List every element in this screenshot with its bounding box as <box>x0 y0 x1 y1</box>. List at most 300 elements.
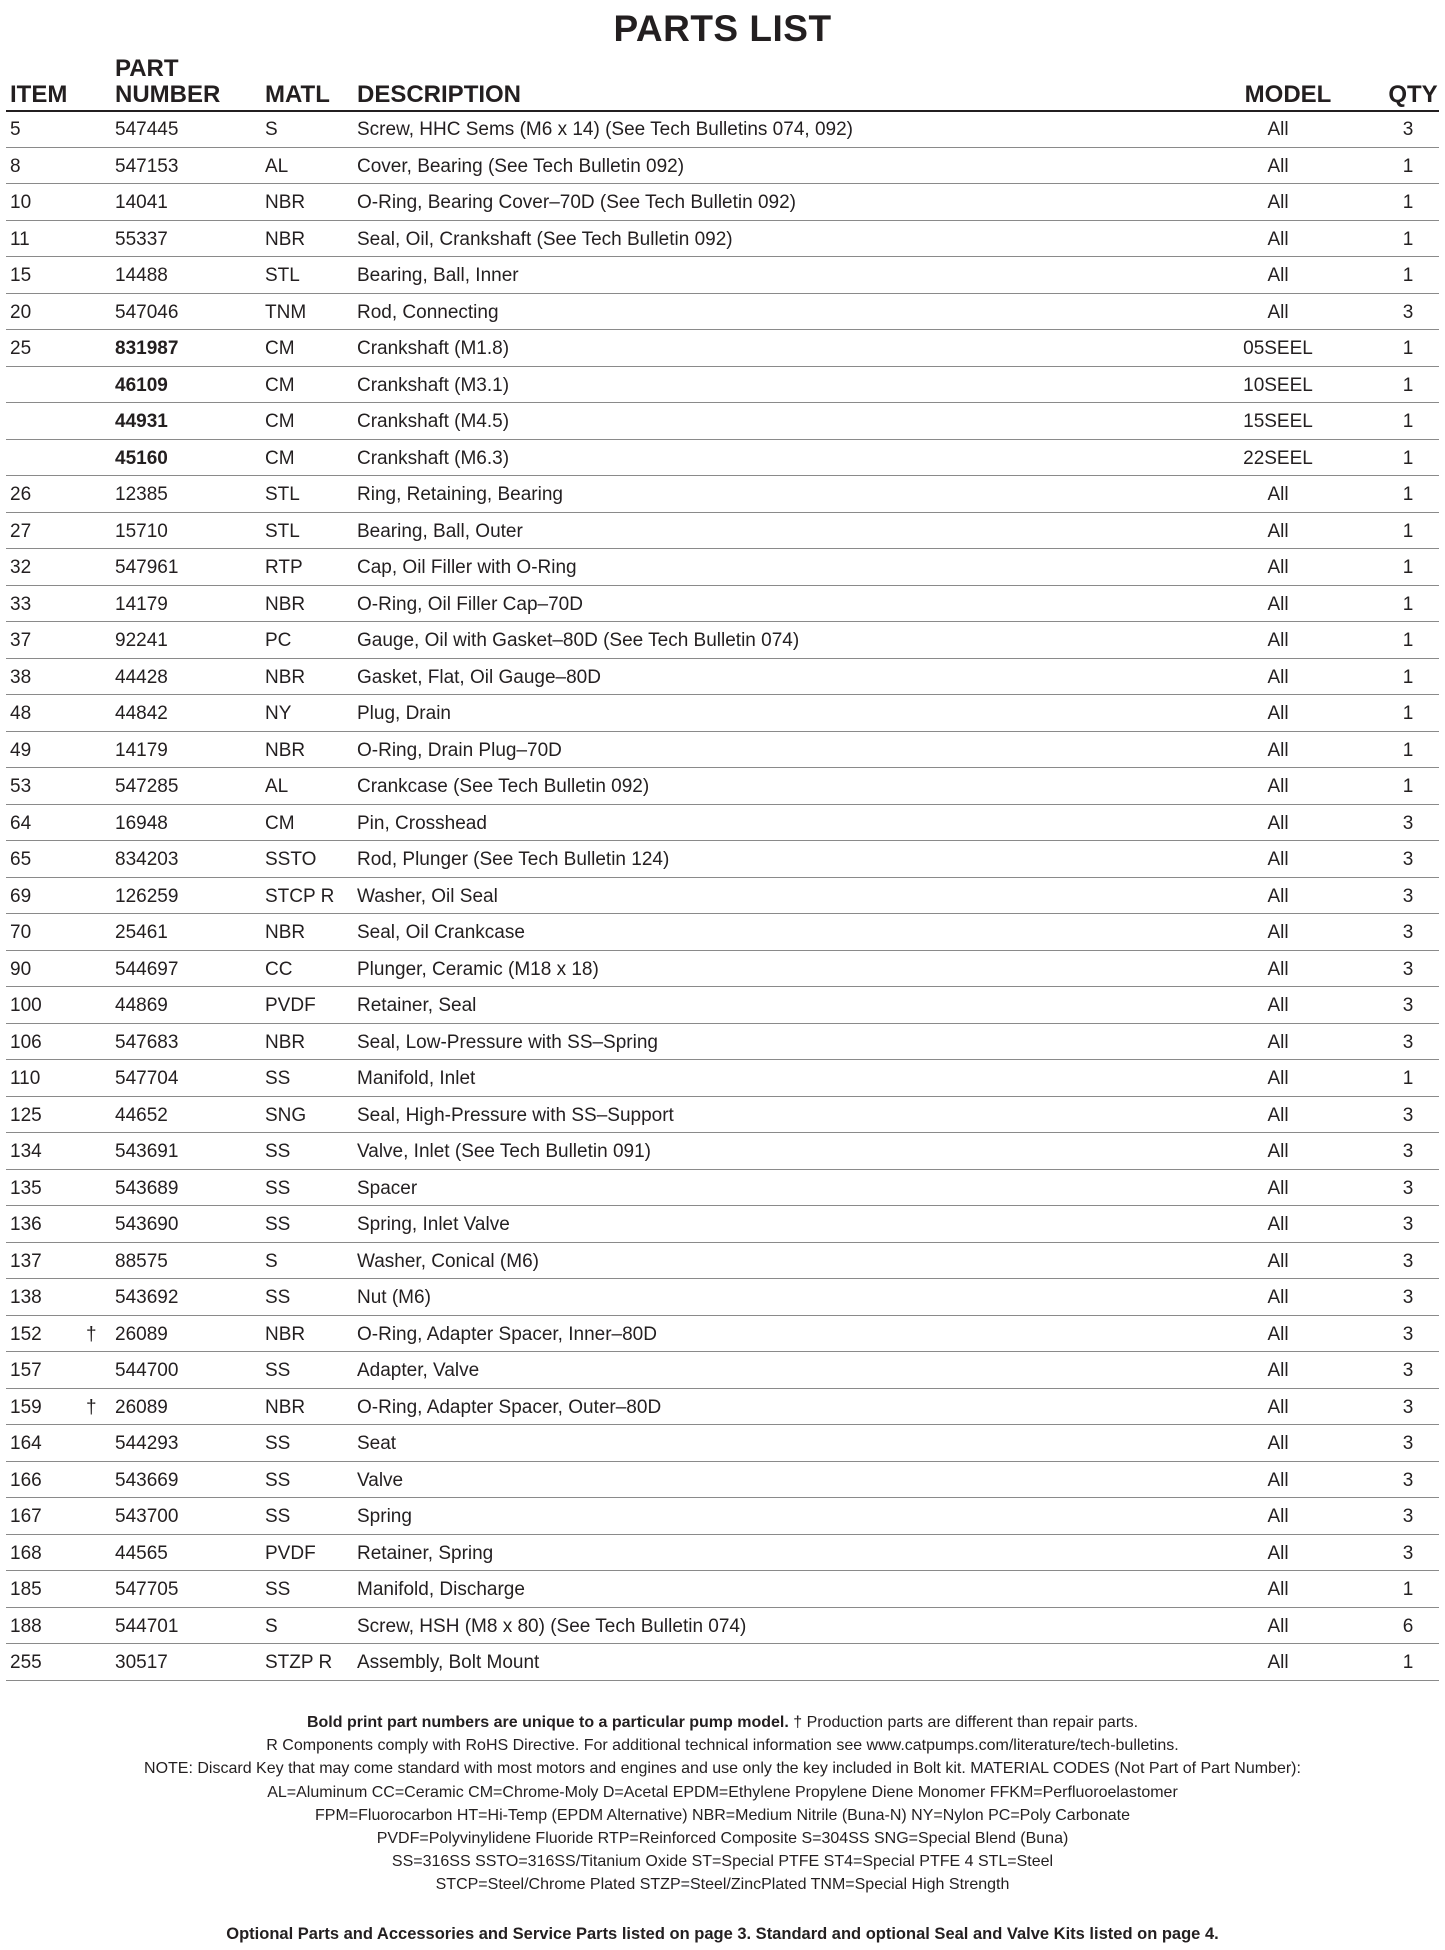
material-cell: NBR <box>265 228 306 250</box>
item-cell: 166 <box>10 1469 42 1491</box>
material-cell: S <box>265 119 278 140</box>
qty-cell: 1 <box>1402 411 1414 432</box>
table-row <box>6 294 1439 331</box>
part-number-cell: 88575 <box>115 1250 168 1272</box>
table-row <box>6 987 1439 1024</box>
material-cell: SS <box>265 1433 291 1454</box>
item-cell: 69 <box>10 885 32 907</box>
model-cell: All <box>1267 885 1289 907</box>
qty-cell: 3 <box>1402 885 1414 907</box>
part-number-cell: 92241 <box>115 630 168 651</box>
description-cell: Spring <box>357 1506 412 1527</box>
table-row <box>6 476 1439 513</box>
description-cell: O-Ring, Adapter Spacer, Inner–80D <box>357 1323 657 1345</box>
table-row <box>6 951 1439 988</box>
model-cell: All <box>1267 958 1289 980</box>
notes-line-8: STCP=Steel/Chrome Plated STZP=Steel/ZincPlated TNM=Special High Strength <box>435 1876 1010 1894</box>
notes-line-2: R Components comply with RoHS Directive. For additional technical information see www.catpumps.com/literature/tech-bulletins. <box>266 1737 1179 1755</box>
model-cell: 05SEEL <box>1243 338 1313 359</box>
model-cell: All <box>1267 1068 1289 1089</box>
material-cell: SS <box>265 1469 291 1491</box>
model-cell: All <box>1267 192 1289 213</box>
part-number-cell: 16948 <box>115 812 168 834</box>
part-number-cell: 543692 <box>115 1287 179 1308</box>
table-row <box>6 1206 1439 1243</box>
model-cell: 22SEEL <box>1243 447 1313 469</box>
part-number-cell: 46109 <box>115 374 168 396</box>
material-cell: NBR <box>265 593 306 615</box>
model-cell: All <box>1267 1433 1289 1454</box>
material-cell: PC <box>265 630 292 651</box>
table-row <box>6 148 1439 185</box>
model-cell: All <box>1267 1031 1289 1053</box>
table-row <box>6 330 1439 367</box>
part-number-cell: 834203 <box>115 849 179 870</box>
qty-cell: 1 <box>1402 1068 1414 1089</box>
material-cell: SS <box>265 1177 291 1199</box>
material-cell: S <box>265 1250 278 1272</box>
item-cell: 90 <box>10 958 32 980</box>
qty-cell: 1 <box>1402 520 1414 542</box>
item-cell: 20 <box>10 301 32 323</box>
material-cell: NBR <box>265 1031 306 1053</box>
model-cell: All <box>1267 1214 1289 1235</box>
model-cell: All <box>1267 1177 1289 1199</box>
model-cell: All <box>1267 1469 1289 1491</box>
model-cell: All <box>1267 630 1289 651</box>
table-row <box>6 768 1439 805</box>
material-cell: SS <box>265 1579 291 1600</box>
part-number-cell: 14041 <box>115 192 168 213</box>
qty-cell: 3 <box>1402 958 1414 980</box>
material-cell: NBR <box>265 922 306 943</box>
description-cell: Manifold, Inlet <box>357 1068 476 1089</box>
description-cell: Crankshaft (M1.8) <box>357 338 510 359</box>
qty-cell: 3 <box>1402 1104 1414 1126</box>
description-cell: Crankshaft (M3.1) <box>357 374 510 396</box>
table-row <box>6 1133 1439 1170</box>
description-cell: Manifold, Discharge <box>357 1579 525 1600</box>
material-cell: SS <box>265 1068 291 1089</box>
table-row <box>6 586 1439 623</box>
description-cell: Gasket, Flat, Oil Gauge–80D <box>357 666 601 688</box>
table-row <box>6 440 1439 477</box>
material-cell: SNG <box>265 1104 307 1126</box>
item-cell: 32 <box>10 557 32 578</box>
qty-cell: 3 <box>1402 1506 1414 1527</box>
part-number-cell: 44931 <box>115 411 168 432</box>
description-cell: Rod, Plunger (See Tech Bulletin 124) <box>357 849 670 870</box>
table-row <box>6 1352 1439 1389</box>
part-number-cell: 44652 <box>115 1104 168 1126</box>
description-cell: Screw, HHC Sems (M6 x 14) (See Tech Bulletins 074, 092) <box>357 119 853 140</box>
material-cell: CM <box>265 411 295 432</box>
description-cell: Seal, High-Pressure with SS–Support <box>357 1104 674 1126</box>
table-row <box>6 403 1439 440</box>
part-number-cell: 30517 <box>115 1652 168 1673</box>
item-cell: 164 <box>10 1433 42 1454</box>
material-cell: PVDF <box>265 1542 316 1564</box>
model-cell: All <box>1267 1579 1289 1600</box>
part-number-cell: 547153 <box>115 155 179 177</box>
model-cell: All <box>1267 703 1289 724</box>
material-cell: CM <box>265 338 295 359</box>
model-cell: All <box>1267 776 1289 797</box>
qty-cell: 1 <box>1402 484 1414 505</box>
part-number-cell: 25461 <box>115 922 168 943</box>
qty-cell: 3 <box>1402 1396 1414 1418</box>
model-cell: All <box>1267 1360 1289 1381</box>
material-cell: NBR <box>265 1396 306 1418</box>
material-cell: TNM <box>265 301 307 323</box>
model-cell: All <box>1267 301 1289 323</box>
model-cell: All <box>1267 593 1289 615</box>
material-cell: NBR <box>265 666 306 688</box>
material-cell: CM <box>265 447 295 469</box>
material-cell: S <box>265 1615 278 1637</box>
dagger-cell: † <box>86 1396 97 1418</box>
description-cell: Crankshaft (M6.3) <box>357 447 510 469</box>
description-cell: Bearing, Ball, Inner <box>357 265 519 286</box>
header-item: ITEM <box>10 81 68 108</box>
qty-cell: 3 <box>1402 849 1414 870</box>
model-cell: All <box>1267 1287 1289 1308</box>
model-cell: All <box>1267 228 1289 250</box>
qty-cell: 1 <box>1402 338 1414 359</box>
qty-cell: 1 <box>1402 1579 1414 1600</box>
description-cell: Plunger, Ceramic (M18 x 18) <box>357 958 599 980</box>
model-cell: All <box>1267 666 1289 688</box>
model-cell: All <box>1267 1615 1289 1637</box>
qty-cell: 1 <box>1402 739 1414 761</box>
qty-cell: 1 <box>1402 228 1414 250</box>
qty-cell: 1 <box>1402 447 1414 469</box>
qty-cell: 3 <box>1402 301 1414 323</box>
model-cell: All <box>1267 922 1289 943</box>
table-row <box>6 1316 1439 1353</box>
table-row <box>6 878 1439 915</box>
model-cell: All <box>1267 995 1289 1016</box>
material-cell: NBR <box>265 1323 306 1345</box>
item-cell: 8 <box>10 155 21 177</box>
header-part-line1: PART <box>115 55 179 82</box>
qty-cell: 1 <box>1402 593 1414 615</box>
part-number-cell: 543700 <box>115 1506 179 1527</box>
description-cell: Crankshaft (M4.5) <box>357 411 510 432</box>
part-number-cell: 831987 <box>115 338 179 359</box>
part-number-cell: 55337 <box>115 228 168 250</box>
material-cell: SS <box>265 1141 291 1162</box>
description-cell: Crankcase (See Tech Bulletin 092) <box>357 776 650 797</box>
model-cell: All <box>1267 484 1289 505</box>
part-number-cell: 547704 <box>115 1068 179 1089</box>
model-cell: All <box>1267 739 1289 761</box>
qty-cell: 1 <box>1402 1652 1414 1673</box>
model-cell: All <box>1267 1506 1289 1527</box>
item-cell: 5 <box>10 119 21 140</box>
item-cell: 49 <box>10 739 32 761</box>
qty-cell: 3 <box>1402 1214 1414 1235</box>
part-number-cell: 44428 <box>115 666 168 688</box>
material-cell: AL <box>265 776 289 797</box>
model-cell: All <box>1267 1250 1289 1272</box>
description-cell: O-Ring, Adapter Spacer, Outer–80D <box>357 1396 662 1418</box>
notes-line-1 <box>0 1711 1445 1734</box>
item-cell: 125 <box>10 1104 42 1126</box>
qty-cell: 1 <box>1402 666 1414 688</box>
model-cell: All <box>1267 1542 1289 1564</box>
table-row <box>6 659 1439 696</box>
material-cell: CC <box>265 958 293 980</box>
item-cell: 134 <box>10 1141 42 1162</box>
material-cell: CM <box>265 374 295 396</box>
material-cell: SS <box>265 1214 291 1235</box>
qty-cell: 3 <box>1402 812 1414 834</box>
table-row <box>6 1498 1439 1535</box>
material-cell: RTP <box>265 557 303 578</box>
material-cell: STCP R <box>265 885 335 907</box>
qty-cell: 1 <box>1402 630 1414 651</box>
part-number-cell: 547445 <box>115 119 179 140</box>
qty-cell: 1 <box>1402 776 1414 797</box>
item-cell: 11 <box>10 228 30 250</box>
part-number-cell: 14488 <box>115 265 168 286</box>
table-row <box>6 1060 1439 1097</box>
notes-line-4: AL=Aluminum CC=Ceramic CM=Chrome-Moly D=Acetal EPDM=Ethylene Propylene Diene Monomer FFKM=Perfluoroelastomer <box>267 1783 1178 1801</box>
item-cell: 100 <box>10 995 42 1016</box>
notes <box>0 1711 1445 1897</box>
item-cell: 157 <box>10 1360 42 1381</box>
description-cell: Spacer <box>357 1177 418 1199</box>
description-cell: Seal, Oil Crankcase <box>357 922 525 943</box>
item-cell: 152 <box>10 1323 42 1345</box>
material-cell: SS <box>265 1506 291 1527</box>
item-cell: 255 <box>10 1652 42 1673</box>
item-cell: 167 <box>10 1506 42 1527</box>
item-cell: 25 <box>10 338 32 359</box>
table-row <box>6 1243 1439 1280</box>
item-cell: 53 <box>10 776 32 797</box>
description-cell: Ring, Retaining, Bearing <box>357 484 563 505</box>
description-cell: Cover, Bearing (See Tech Bulletin 092) <box>357 155 685 177</box>
description-cell: Washer, Conical (M6) <box>357 1250 539 1272</box>
model-cell: 10SEEL <box>1243 374 1313 396</box>
qty-cell: 1 <box>1402 192 1414 213</box>
notes-line-7: SS=316SS SSTO=316SS/Titanium Oxide ST=Special PTFE ST4=Special PTFE 4 STL=Steel <box>391 1853 1054 1871</box>
qty-cell: 1 <box>1402 155 1414 177</box>
qty-cell: 3 <box>1402 1141 1414 1162</box>
part-number-cell: 15710 <box>115 520 168 542</box>
model-cell: All <box>1267 520 1289 542</box>
table-row <box>6 1389 1439 1426</box>
material-cell: AL <box>265 155 289 177</box>
item-cell: 188 <box>10 1615 42 1637</box>
model-cell: All <box>1267 1104 1289 1126</box>
table-row <box>6 805 1439 842</box>
item-cell: 10 <box>10 192 32 213</box>
item-cell: 48 <box>10 703 32 724</box>
table-row <box>6 841 1439 878</box>
description-cell: Plug, Drain <box>357 703 451 724</box>
qty-cell: 3 <box>1402 1250 1414 1272</box>
table-row <box>6 221 1439 258</box>
description-cell: O-Ring, Drain Plug–70D <box>357 739 562 761</box>
material-cell: STL <box>265 484 300 505</box>
description-cell: Rod, Connecting <box>357 301 499 323</box>
material-cell: STZP R <box>265 1652 333 1673</box>
description-cell: Gauge, Oil with Gasket–80D (See Tech Bulletin 074) <box>357 630 800 651</box>
material-cell: SSTO <box>265 849 317 870</box>
model-cell: All <box>1267 1323 1289 1345</box>
description-cell: Washer, Oil Seal <box>357 885 498 907</box>
description-cell: Cap, Oil Filler with O-Ring <box>357 557 577 578</box>
model-cell: 15SEEL <box>1243 411 1313 432</box>
table-row <box>6 1097 1439 1134</box>
table-row <box>6 732 1439 769</box>
header-part-line2: NUMBER <box>115 81 221 108</box>
item-cell: 138 <box>10 1287 42 1308</box>
table-row <box>6 1170 1439 1207</box>
qty-cell: 3 <box>1402 1542 1414 1564</box>
table-row <box>6 1608 1439 1645</box>
table-row <box>6 1571 1439 1608</box>
parts-table <box>6 111 1439 1681</box>
description-cell: Nut (M6) <box>357 1287 431 1308</box>
material-cell: NY <box>265 703 292 724</box>
bold-note: Bold print part numbers are unique to a particular pump model. <box>306 1714 789 1731</box>
qty-cell: 3 <box>1402 1323 1414 1345</box>
model-cell: All <box>1267 155 1289 177</box>
notes-line-5: FPM=Fluorocarbon HT=Hi-Temp (EPDM Alternative) NBR=Medium Nitrile (Buna-N) NY=Nylon PC=Poly Carbonate <box>315 1806 1130 1824</box>
part-number-cell: 544700 <box>115 1360 179 1381</box>
model-cell: All <box>1267 1396 1289 1418</box>
description-cell: Retainer, Seal <box>357 995 477 1016</box>
part-number-cell: 126259 <box>115 885 179 907</box>
part-number-cell: 547705 <box>115 1579 179 1600</box>
qty-cell: 3 <box>1402 1360 1414 1381</box>
item-cell: 26 <box>10 484 32 505</box>
model-cell: All <box>1267 1141 1289 1162</box>
qty-cell: 1 <box>1402 265 1414 286</box>
item-cell: 137 <box>10 1250 42 1272</box>
dagger-cell: † <box>86 1323 97 1345</box>
part-number-cell: 547961 <box>115 557 179 578</box>
table-row <box>6 1425 1439 1462</box>
item-cell: 65 <box>10 849 32 870</box>
description-cell: Valve, Inlet (See Tech Bulletin 091) <box>357 1141 651 1162</box>
table-row <box>6 111 1439 148</box>
model-cell: All <box>1267 557 1289 578</box>
description-cell: Retainer, Spring <box>357 1542 494 1564</box>
header-qty: QTY <box>1388 81 1438 108</box>
description-cell: Adapter, Valve <box>357 1360 480 1381</box>
material-cell: SS <box>265 1287 291 1308</box>
description-cell: Valve <box>357 1469 404 1491</box>
part-number-cell: 543689 <box>115 1177 179 1199</box>
page-title: PARTS LIST <box>613 8 832 49</box>
part-number-cell: 44842 <box>115 703 168 724</box>
item-cell: 185 <box>10 1579 42 1600</box>
table-row <box>6 549 1439 586</box>
item-cell: 15 <box>10 265 32 286</box>
qty-cell: 3 <box>1402 995 1414 1016</box>
description-cell: O-Ring, Bearing Cover–70D (See Tech Bulletin 092) <box>357 192 796 213</box>
table-row <box>6 184 1439 221</box>
table-row <box>6 1462 1439 1499</box>
part-number-cell: 547683 <box>115 1031 179 1053</box>
description-cell: Pin, Crosshead <box>357 812 487 834</box>
description-cell: Seat <box>357 1433 397 1454</box>
material-cell: SS <box>265 1360 291 1381</box>
qty-cell: 3 <box>1402 1469 1414 1491</box>
qty-cell: 1 <box>1402 703 1414 724</box>
item-cell: 70 <box>10 922 32 943</box>
footer-note: Optional Parts and Accessories and Service Parts listed on page 3. Standard and optional Seal and Valve Kits listed on page 4. <box>226 1925 1219 1943</box>
part-number-cell: 44869 <box>115 995 168 1016</box>
description-cell: Seal, Low-Pressure with SS–Spring <box>357 1031 658 1053</box>
qty-cell: 1 <box>1402 374 1414 396</box>
description-cell: Screw, HSH (M8 x 80) (See Tech Bulletin 074) <box>357 1615 747 1637</box>
notes-line-6: PVDF=Polyvinylidene Fluoride RTP=Reinforced Composite S=304SS SNG=Special Blend (Buna) <box>376 1830 1069 1848</box>
qty-cell: 3 <box>1402 119 1414 140</box>
qty-cell: 1 <box>1402 557 1414 578</box>
qty-cell: 3 <box>1402 1433 1414 1454</box>
part-number-cell: 543690 <box>115 1214 179 1235</box>
material-cell: CM <box>265 812 295 834</box>
table-row <box>6 1024 1439 1061</box>
part-number-cell: 544701 <box>115 1615 179 1637</box>
item-cell: 136 <box>10 1214 42 1235</box>
part-number-cell: 543669 <box>115 1469 179 1491</box>
model-cell: All <box>1267 849 1289 870</box>
qty-cell: 3 <box>1402 1287 1414 1308</box>
table-row <box>6 622 1439 659</box>
model-cell: All <box>1267 265 1289 286</box>
item-cell: 38 <box>10 666 32 688</box>
part-number-cell: 547285 <box>115 776 179 797</box>
model-cell: All <box>1267 1652 1289 1673</box>
part-number-cell: 14179 <box>115 593 168 615</box>
part-number-cell: 544697 <box>115 958 179 980</box>
table-row <box>6 914 1439 951</box>
part-number-cell: 14179 <box>115 739 168 761</box>
qty-cell: 3 <box>1402 1177 1414 1199</box>
item-cell: 27 <box>10 520 32 542</box>
description-cell: Assembly, Bolt Mount <box>357 1652 540 1673</box>
item-cell: 135 <box>10 1177 42 1199</box>
item-cell: 159 <box>10 1396 42 1418</box>
part-number-cell: 12385 <box>115 484 168 505</box>
material-cell: STL <box>265 265 300 286</box>
qty-cell: 3 <box>1402 922 1414 943</box>
table-row <box>6 367 1439 404</box>
header-description: DESCRIPTION <box>357 81 522 108</box>
part-number-cell: 26089 <box>115 1323 168 1345</box>
part-number-cell: 45160 <box>115 447 168 469</box>
description-cell: Bearing, Ball, Outer <box>357 520 523 542</box>
item-cell: 37 <box>10 630 32 651</box>
item-cell: 64 <box>10 812 32 834</box>
qty-cell: 3 <box>1402 1031 1414 1053</box>
table-row <box>6 513 1439 550</box>
part-number-cell: 544293 <box>115 1433 179 1454</box>
part-number-cell: 547046 <box>115 301 179 323</box>
header-model: MODEL <box>1244 81 1332 108</box>
description-cell: Seal, Oil, Crankshaft (See Tech Bulletin 092) <box>357 228 733 250</box>
material-cell: NBR <box>265 739 306 761</box>
part-number-cell: 44565 <box>115 1542 168 1564</box>
table-row <box>6 695 1439 732</box>
